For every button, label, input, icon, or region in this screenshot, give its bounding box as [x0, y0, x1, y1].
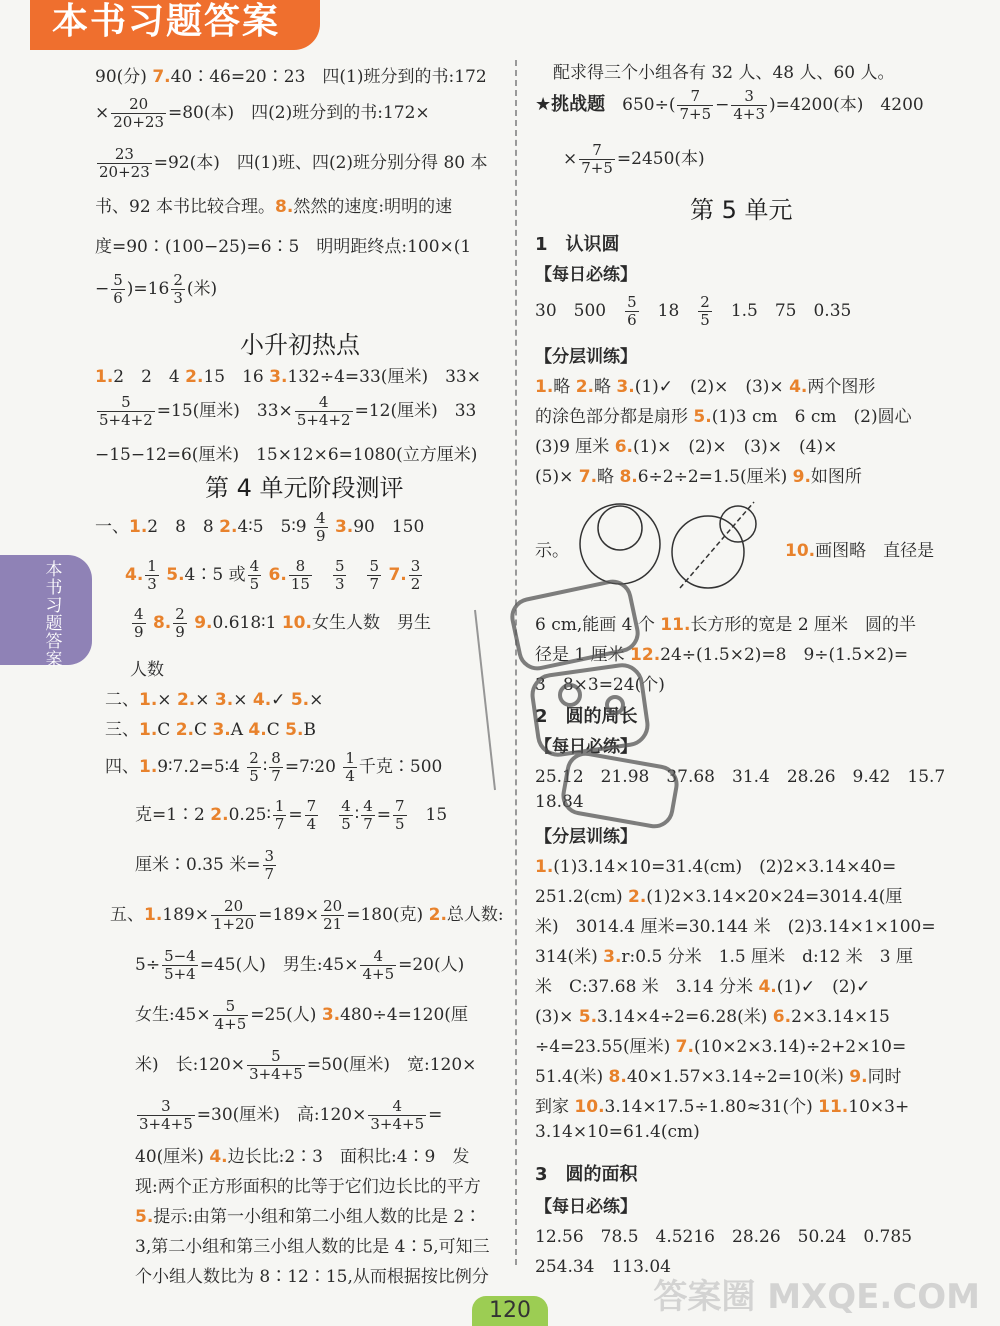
- text-line: × $\frac{7}{7+5}$ =2450(本): [563, 141, 705, 177]
- text-line: $\frac{23}{20+23}$ =92(本) 四(1)班、四(2)班分别分得 80 本: [99, 145, 488, 181]
- text-line: 251.2(cm) 2.(1)2×3.14×20×24=3014.4(厘: [535, 887, 903, 907]
- text-line: $\frac{5}{5+4+2}$ =15(厘米) 33× $\frac{4}{5+4+2}$ =12(厘米) 33: [99, 393, 477, 429]
- watermark-logo: 答案圈 MXQE.COM: [653, 1277, 980, 1317]
- text-line: $\frac{4}{9}$ 8. $\frac{2}{9}$ 9.0.618∶1 10.女生人数 男生: [134, 605, 431, 641]
- text-line: 三、1.C 2.C 3.A 4.C 5.B: [105, 720, 316, 740]
- text-line: 一、1.2 8 8 2.4∶5 5∶9 $\frac{4}{9}$ 3.90 150: [95, 509, 425, 545]
- text-line: − $\frac{5}{6}$ )=16 $\frac{2}{3}$ (米): [95, 271, 218, 307]
- text-line: 现:两个正方形面积的比等于它们边长比的平方: [135, 1177, 481, 1197]
- text-line: 二、1.× 2.× 3.× 4.✓ 5.×: [105, 690, 324, 710]
- header-band: [0, 0, 1000, 56]
- text-line: 五、1.189× $\frac{20}{1+20}$ =189× $\frac{20}{21}$ =180(克) 2.总人数:: [110, 897, 504, 933]
- text-line: (5)× 7.略 8.6÷2÷2=1.5(厘米) 9.如图所: [535, 467, 862, 487]
- section-label: 【分层训练】: [535, 347, 637, 367]
- lesson-heading: 3 圆的面积: [535, 1164, 638, 1185]
- text-line: 度=90∶(100−25)=6∶5 明明距终点:100×(1: [95, 237, 472, 257]
- text-line: 人数: [130, 660, 164, 680]
- text-line: 四、1.9∶7.2=5∶4 $\frac{2}{5}$ ∶ $\frac{8}{7}$ =7∶20 $\frac{1}{4}$ 千克∶500: [105, 749, 443, 785]
- text-line: 314(米) 3.r:0.5 分米 1.5 厘米 d:12 米 3 厘: [535, 947, 914, 967]
- text-line: 径是 1 厘米 12.24÷(1.5×2)=8 9÷(1.5×2)=: [535, 645, 909, 665]
- inner-circle: [598, 506, 642, 550]
- text-line: 25.12 21.98 37.68 31.4 28.26 9.42 15.7: [535, 767, 946, 787]
- text-line: 米) 长:120× $\frac{5}{3+4+5}$ =50(厘米) 宽:120×: [135, 1047, 477, 1083]
- text-line: 厘米∶0.35 米= $\frac{3}{7}$: [135, 847, 275, 883]
- text-line: 到家 10.3.14×17.5÷1.80≈31(个) 11.10×3+: [535, 1097, 910, 1117]
- page-number: 120: [472, 1296, 548, 1326]
- text-line: (3)× 5.3.14×4÷2=6.28(米) 6.2×3.14×15: [535, 1007, 890, 1027]
- text-line: 配求得三个小组各有 32 人、48 人、60 人。: [553, 63, 895, 83]
- text-line: 女生:45× $\frac{5}{4+5}$ =25(人) 3.480÷4=120(厘: [135, 997, 468, 1033]
- lesson-heading: 1 认识圆: [535, 234, 620, 255]
- text-line: 4. $\frac{1}{3}$ 5.4∶5 或 $\frac{4}{5}$ 6. $\frac{8}{15}$ $\frac{5}{3}$ $\frac{5}{7}$ 7. $\frac{3}{2}$: [125, 557, 421, 593]
- text-line: 克=1∶2 2.0.25∶ $\frac{1}{7}$ = $\frac{7}{4}$ $\frac{4}{5}$ ∶ $\frac{4}{7}$ = $\frac{7}{5}$ 15: [135, 797, 448, 833]
- text-line: 5.提示:由第一小组和第二小组人数的比是 2∶: [135, 1207, 482, 1227]
- text-line: 254.34 113.04: [535, 1257, 671, 1277]
- text-line: 5÷ $\frac{5-4}{5+4}$ =45(人) 男生:45× $\frac{4}{4+5}$ =20(人): [135, 947, 465, 983]
- text-line: 书、92 本书比较合理。8.然然的速度:明明的速: [95, 197, 453, 217]
- side-tab-label: 本书习题答案: [45, 560, 63, 670]
- text-line: 个小组人数比为 8∶12∶15,从而根据按比例分: [135, 1267, 489, 1287]
- header-title: 本书习题答案: [30, 0, 320, 50]
- section-label: 【每日必练】: [535, 265, 637, 285]
- text-line: ★挑战题 650÷( $\frac{7}{7+5}$ − $\frac{3}{4+3}$ )=4200(本) 4200: [535, 87, 924, 123]
- text-line: 18.84: [535, 792, 584, 812]
- small-circle: [720, 506, 756, 542]
- section-heading-unit4-test: 第 4 单元阶段测评: [205, 474, 404, 502]
- stamp-graphic: [455, 570, 705, 840]
- text-line: 6 cm,能画 4 个 11.长方形的宽是 2 厘米 圆的半: [535, 615, 917, 635]
- text-line: 51.4(米) 8.40×1.57×3.14÷2=10(米) 9.同时: [535, 1067, 902, 1087]
- text-line: 3.14×10=61.4(cm): [535, 1122, 700, 1142]
- text-line: −15−12=6(厘米) 15×12×6=1080(立方厘米): [95, 445, 478, 465]
- text-line: 的涂色部分都是扇形 5.(1)3 cm 6 cm (2)圆心: [535, 407, 912, 427]
- section-heading-unit5: 第 5 单元: [690, 196, 793, 224]
- text-line: 30 500 $\frac{5}{6}$ 18 $\frac{2}{5}$ 1.5 75 0.35: [535, 293, 852, 329]
- text-line: 1.略 2.略 3.(1)✓ (2)× (3)× 4.两个图形: [535, 377, 876, 397]
- text-line: 12.56 78.5 4.5216 28.26 50.24 0.785: [535, 1227, 913, 1247]
- text-line: 90(分) 7.40∶46=20∶23 四(1)班分到的书:172: [95, 67, 487, 87]
- lesson-heading: 2 圆的周长: [535, 706, 638, 727]
- section-label: 【每日必练】: [535, 737, 637, 757]
- text-line: × $\frac{20}{20+23}$ =80(本) 四(2)班分到的书:172×: [95, 95, 430, 131]
- text-line: 40(厘米) 4.边长比:2∶3 面积比:4∶9 发: [135, 1147, 470, 1167]
- text-line: 米) 3014.4 厘米=30.144 米 (2)3.14×1×100=: [535, 917, 936, 937]
- text-line: ÷4=23.55(厘米) 7.(10×2×3.14)÷2+2×10=: [535, 1037, 907, 1057]
- text-line: 3,第二小组和第三小组人数的比是 4∶5,可知三: [135, 1237, 490, 1257]
- text-line: 1.2 2 4 2.15 16 3.132÷4=33(厘米) 33×: [95, 367, 481, 387]
- text-line: 3 8×3=24(个): [535, 675, 665, 695]
- text-line: (3)9 厘米 6.(1)× (2)× (3)× (4)×: [535, 437, 838, 457]
- text-line: 10.画图略 直径是: [785, 541, 935, 561]
- text-line: $\frac{3}{3+4+5}$ =30(厘米) 高:120× $\frac{4}{3+4+5}$ =: [139, 1097, 443, 1133]
- text-line: 示。: [535, 541, 569, 561]
- section-heading-hot: 小升初热点: [240, 331, 360, 359]
- section-label: 【每日必练】: [535, 1197, 637, 1217]
- side-tab: [0, 555, 92, 670]
- section-label: 【分层训练】: [535, 827, 637, 847]
- text-line: 1.(1)3.14×10=31.4(cm) (2)2×3.14×40=: [535, 857, 897, 877]
- text-line: 米 C:37.68 米 3.14 分米 4.(1)✓ (2)✓: [535, 977, 871, 997]
